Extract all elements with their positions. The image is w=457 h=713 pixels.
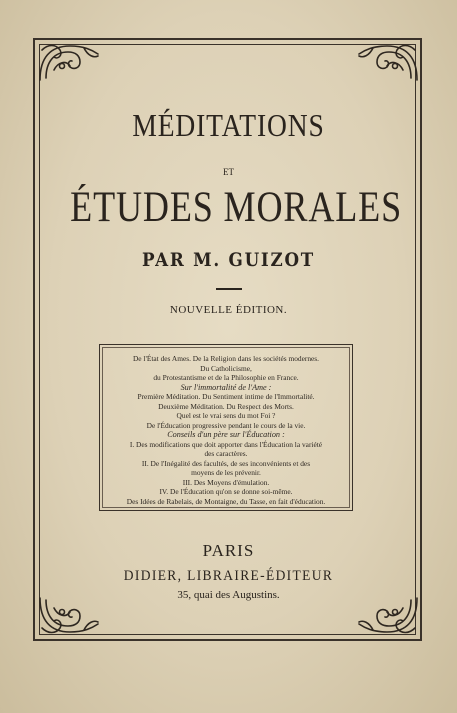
- contents-list: [100, 354, 352, 506]
- contents-box: [99, 344, 353, 511]
- contents-line: Deuxième Méditation. Du Respect des Morts.: [158, 401, 294, 411]
- ornament-corner-icon: [36, 40, 102, 84]
- publisher-name: DIDIER, LIBRAIRE-ÉDITEUR: [123, 568, 334, 584]
- publisher-address: 35, quai des Augustins.: [177, 589, 280, 601]
- contents-line: Première Méditation. Du Sentiment intime de l'Immortalité.: [137, 392, 315, 401]
- contents-line: I. Des modifications que doit apporter dans l'Éducation la variété: [129, 439, 323, 449]
- contents-line: Du Catholicisme,: [200, 363, 252, 373]
- contents-line: Sur l'immortalité de l'Ame :: [180, 382, 272, 392]
- ornament-corner-icon: [355, 40, 421, 84]
- contents-line: Quel est le vrai sens du mot Foi ?: [176, 411, 276, 420]
- contents-line: Des Idées de Rabelais, de Montaigne, du Tasse, en fait d'éducation.: [126, 496, 326, 506]
- title-conjunction: ET: [223, 167, 234, 177]
- contents-line: De l'État des Ames. De la Religion dans les sociétés modernes.: [132, 354, 320, 363]
- contents-line: des caractères.: [204, 449, 248, 458]
- publication-city: PARIS: [202, 541, 255, 560]
- title-line-1: MÉDITATIONS: [132, 107, 325, 143]
- divider-rule: [216, 288, 242, 290]
- contents-line: De l'Éducation progressive pendant le cours de la vie.: [146, 420, 306, 430]
- edition-label: NOUVELLE ÉDITION.: [169, 304, 288, 316]
- contents-line: du Protestantisme et de la Philosophie en France.: [153, 373, 299, 382]
- contents-line: IV. De l'Éducation qu'on se donne soi-même.: [159, 487, 293, 496]
- contents-line: III. Des Moyens d'émulation.: [182, 477, 270, 487]
- contents-line: moyens de les prévenir.: [191, 468, 261, 477]
- title-line-2: ÉTUDES MORALES: [70, 184, 402, 231]
- contents-line: Conseils d'un père sur l'Éducation :: [167, 430, 285, 439]
- contents-line: II. De l'Inégalité des facultés, de ses inconvénients et des: [141, 458, 311, 468]
- author-line: PAR M. GUIZOT: [142, 249, 315, 271]
